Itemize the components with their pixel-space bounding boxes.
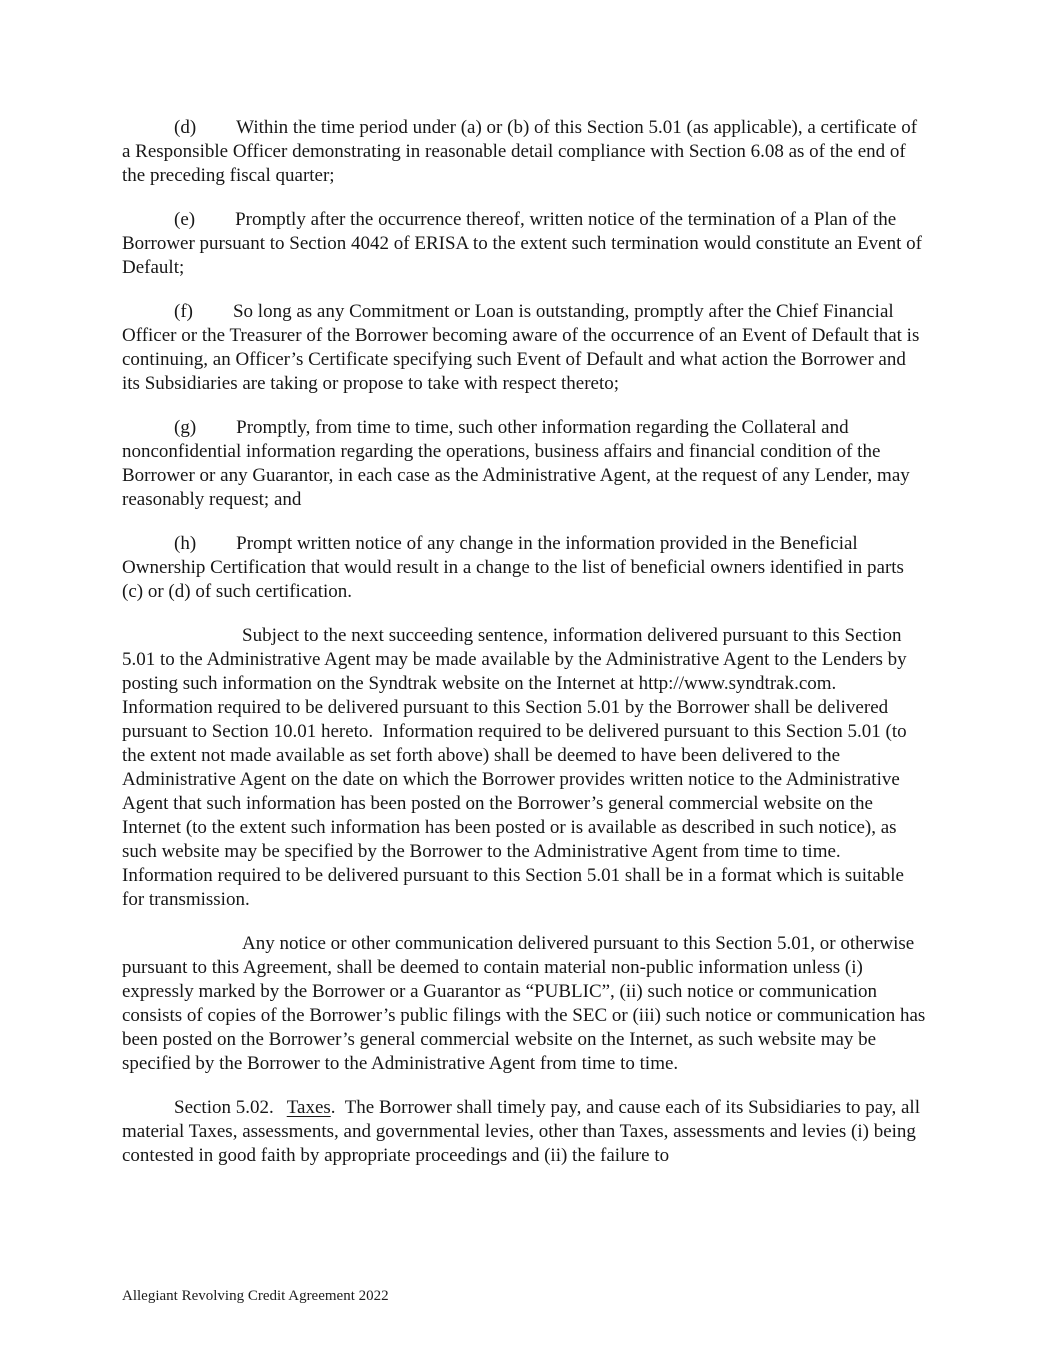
paragraph-g-label: (g) [174,417,197,438]
paragraph-h-label: (h) [174,533,197,554]
paragraph-e-text: Promptly after the occurrence thereof, written notice of the termination of a Plan of the Borrower pursuant to Section 4042 of ERISA to the extent such termination would constitute an Event of Default; [122,209,927,278]
paragraph-section-5-02 [122,1096,926,1168]
paragraph-notice-communication-text: Any notice or other communication delivered pursuant to this Section 5.01, or otherwise pursuant to this Agreement, shall be deemed to contain material non-public information unless (i) expressly marked by the Borrower or a Guarantor as “PUBLIC”, (ii) such notice or communication consists of copies of the Borrower’s public filings with the SEC or (iii) such notice or communication has been posted on the Borrower’s general commercial website on the Internet, as such website may be specified by the Borrower to the Administrative Agent from time to time. [122,933,931,1074]
paragraph-h [122,532,926,604]
paragraph-g [122,416,926,512]
document-body [122,116,931,1188]
paragraph-delivery-of-information [122,624,926,912]
page-footer: Allegiant Revolving Credit Agreement 2022 [122,1288,389,1304]
paragraph-d [122,116,926,188]
paragraph-f-text: So long as any Commitment or Loan is outstanding, promptly after the Chief Financial Officer or the Treasurer of the Borrower becoming aware of the occurrence of an Event of Default that is continuing, an Officer’s Certificate specifying such Event of Default and what action the Borrower and its Subsidiaries are taking or propose to take with respect thereto; [122,301,925,394]
paragraph-notice-communication [122,932,931,1076]
paragraph-h-text: Prompt written notice of any change in the information provided in the Beneficial Ownership Certification that would result in a change to the list of beneficial owners identified in parts (c) or (d) of such certification. [122,533,909,602]
paragraph-f-label: (f) [174,301,193,322]
paragraph-e-label: (e) [174,209,196,230]
section-number: Section 5.02. [174,1097,274,1118]
section-title: Taxes [286,1097,331,1118]
paragraph-d-text: Within the time period under (a) or (b) of this Section 5.01 (as applicable), a certificate of a Responsible Officer demonstrating in reasonable detail compliance with Section 6.08 as of the end of the preceding fiscal quarter; [122,117,922,186]
section-text: . The Borrower shall timely pay, and cause each of its Subsidiaries to pay, all material Taxes, assessments, and governmental levies, other than Taxes, assessments and levies (i) being contested in good faith by appropriate proceedings and (ii) the failure to [122,1097,925,1166]
paragraph-f [122,300,926,396]
paragraph-g-text: Promptly, from time to time, such other information regarding the Collateral and nonconfidential information regarding the operations, business affairs and financial condition of the Borrower or any Guarantor, in each case as the Administrative Agent, at the request of any Lender, may reasonably request; and [122,417,915,510]
paragraph-e [122,208,926,280]
paragraph-delivery-of-information-text: Subject to the next succeeding sentence, information delivered pursuant to this Section 5.01 to the Administrative Agent may be made available by the Administrative Agent to the Lenders by posting such information on the Syndtrak website on the Internet at http://www.syndtrak.com. Information required to be delivered pursuant to this Section 5.01 by the Borrower shall be delivered pursuant to Section 10.01 hereto. Information required to be delivered pursuant to this Section 5.01 (to the extent not made available as set forth above) shall be deemed to have been delivered to the Administrative Agent on the date on which the Borrower provides written notice to the Administrative Agent that such information has been posted on the Borrower’s general commercial website on the Internet (to the extent such information has been posted or is available as described in such notice), as such website may be specified by the Borrower to the Administrative Agent from time to time. Information required to be delivered pursuant to this Section 5.01 shall be in a format which is suitable for transmission. [122,625,912,910]
paragraph-d-label: (d) [174,117,197,138]
